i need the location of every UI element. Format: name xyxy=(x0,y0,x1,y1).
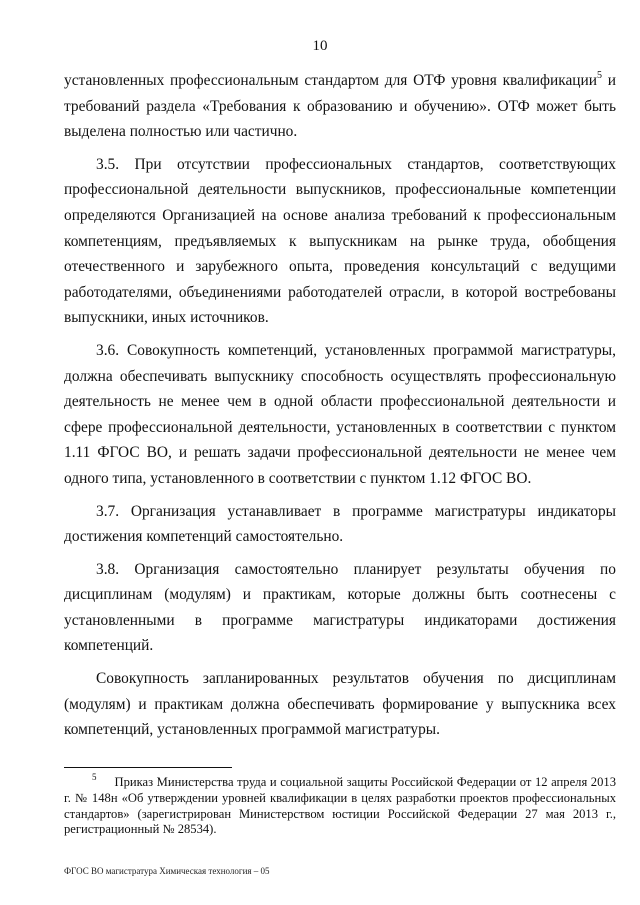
paragraph-3-6: 3.6. Совокупность компетенций, установленных программой магистратуры, должна обеспечивать выпускнику способность осуществлять профессиональную деятельность не менее чем в одной области профессиональной деятельности и сфере профессиональной деятельности, установленных в соответствии с пунктом 1.11 ФГОС ВО, и решать задачи профессиональной деятельности не менее чем одного типа, установленного в соответствии с пунктом 1.12 ФГОС ВО. xyxy=(64,341,616,487)
page-footer: ФГОС ВО магистратура Химическая технология – 05 xyxy=(64,866,270,876)
document-body xyxy=(64,68,616,743)
paragraph-text: и требований раздела «Требования к образованию и обучению». ОТФ может быть выделена полностью или частично. xyxy=(64,72,616,141)
footnote-mark: 5 xyxy=(92,772,97,782)
paragraph-3-5: 3.5. При отсутствии профессиональных стандартов, соответствующих профессиональной деятельности выпускников, профессиональные компетенции определяются Организацией на основе анализа требований к профессиональным компетенциям, предъявляемых к выпускникам на рынке труда, обобщения отечественного и зарубежного опыта, проведения консультаций с ведущими работодателями, объединениями работодателей отрасли, в которой востребованы выпускники, иных источников. xyxy=(64,155,616,327)
paragraph-summary: Совокупность запланированных результатов обучения по дисциплинам (модулям) и практикам должна обеспечивать формирование у выпускника всех компетенций, установленных программой магистратуры. xyxy=(64,670,616,739)
paragraph-text: установленных профессиональным стандартом для ОТФ уровня квалификации xyxy=(64,72,597,89)
paragraph-3-8: 3.8. Организация самостоятельно планирует результаты обучения по дисциплинам (модулям) и практикам, которые должны быть соотнесены с установленными в программе магистратуры индикаторами достижения компетенций. xyxy=(64,560,616,655)
paragraph-3-7: 3.7. Организация устанавливает в программе магистратуры индикаторы достижения компетенций самостоятельно. xyxy=(64,502,616,546)
footnote xyxy=(64,772,616,838)
footnote-separator xyxy=(64,767,232,768)
footnote-text: Приказ Министерства труда и социальной защиты Российской Федерации от 12 апреля 2013 г. № 148н «Об утверждении уровней квалификации в целях разработки проектов профессиональных стандартов» (зарегистрирован Министерством юстиции Российской Федерации 27 мая 2013 г., регистрационный № 28534). xyxy=(64,775,616,837)
page-number: 10 xyxy=(312,38,328,54)
footnote-reference: 5 xyxy=(597,70,602,81)
paragraph-continuation xyxy=(64,68,616,145)
